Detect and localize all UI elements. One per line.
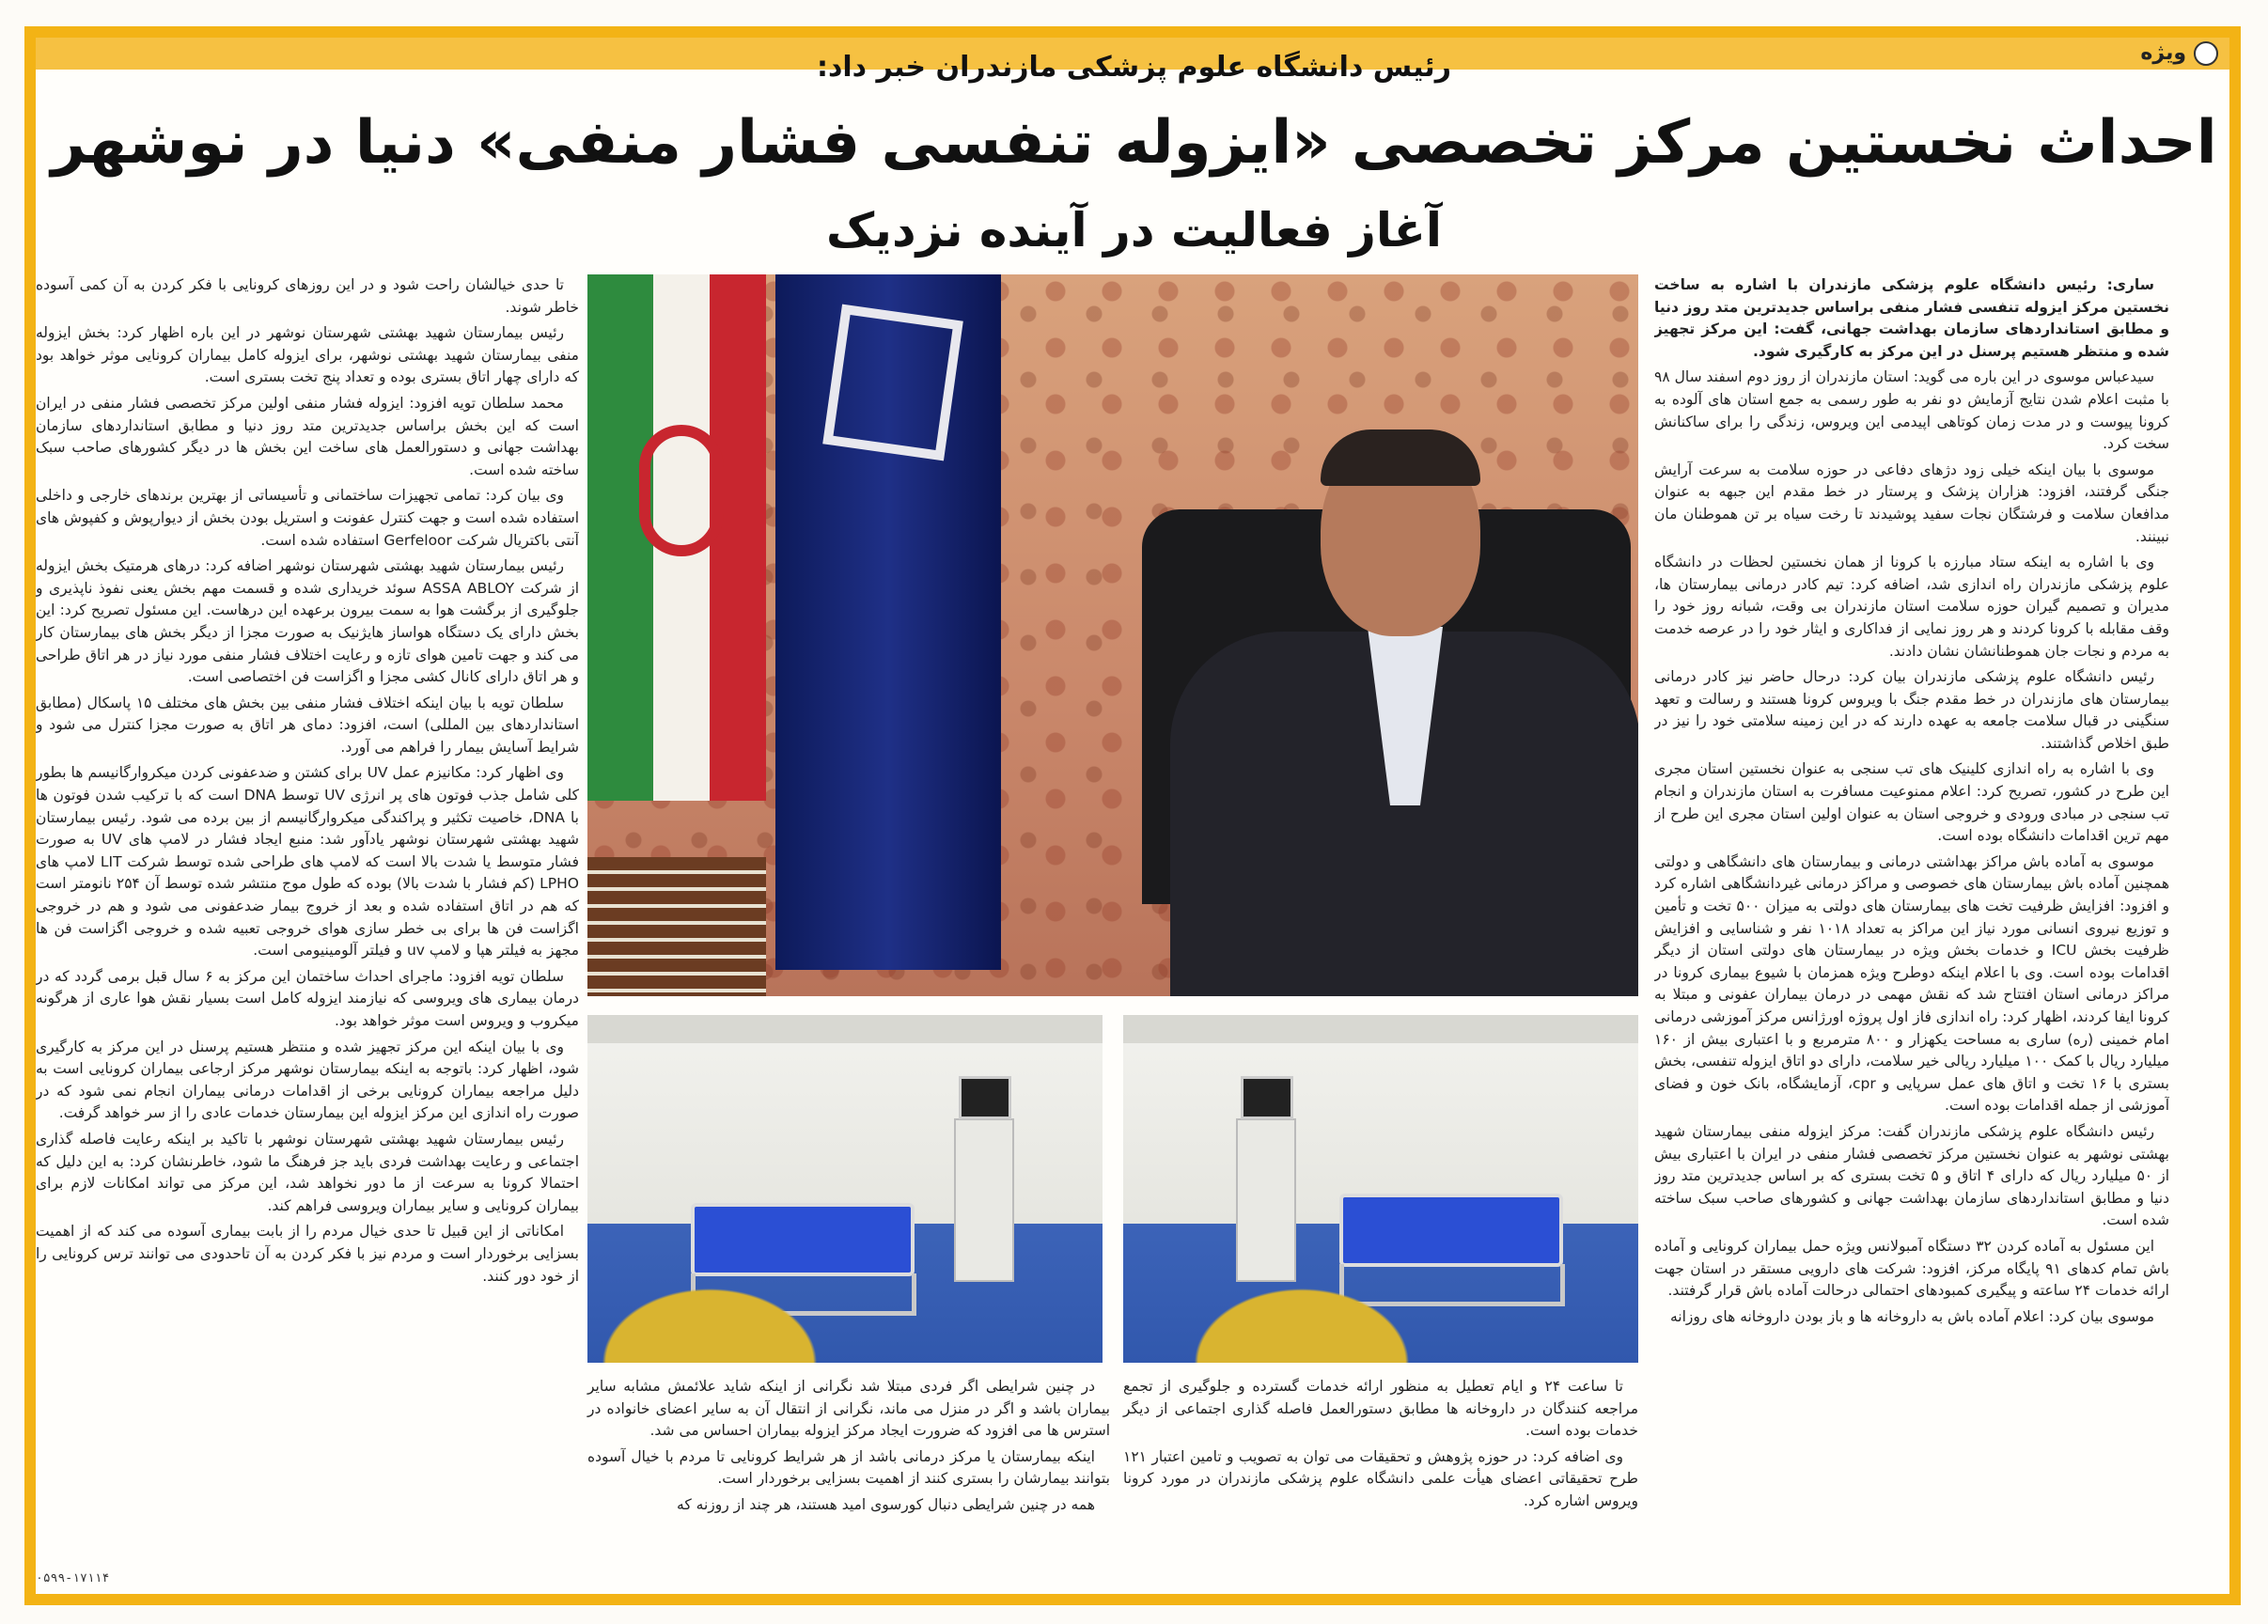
paragraph: وی بیان کرد: تمامی تجهیزات ساختمانی و تأسیساتی از بهترین برندهای خارجی و داخلی استفاده شده است و جهت کنترل عفونت و استریل بودن بخش از دیوارپوش و کفپوش های آنتی باکتریال شرکت Gerfeloor استفاده شده است. [36, 487, 579, 549]
paragraph: اینکه بیمارستان یا مرکز درمانی باشد از هر شرایط کرونایی تا مردم با خیال آسوده بتوانند بیمارشان را بستری کنند از اهمیت بسزایی برخوردار است. [587, 1447, 1110, 1488]
mid-right-column [1123, 1376, 1638, 1517]
article-kicker: رئیس دانشگاه علوم پزشکی مازندران خبر داد: [817, 51, 1451, 84]
paragraph: تا حدی خیالشان راحت شود و در این روزهای کرونایی با فکر کردن به آن کمی آسوده خاطر شوند. [36, 276, 579, 316]
paragraph: وی با اشاره به راه اندازی کلینیک های تب سنجی به عنوان نخستین استان مجری این طرح در کشور، تصریح کرد: اعلام ممنوعیت مسافرت به استان مازندران و انجام تب سنجی در مبادی ورودی و خروجی استان به عنوان اولین استان مجری این طرح از مهم ترین اقدامات دانشگاه بوده است. [1654, 760, 2169, 845]
paragraph: رئیس دانشگاه علوم پزشکی مازندران بیان کرد: درحال حاضر نیز کادر درمانی بیمارستان های مازندران در خط مقدم جنگ با ویروس کرونا هستند و رسالت و تعهد سنگینی در قبال سلامت جامعه به عهده دارند که در این زمینه سلامتی خود را نیز در طبق اخلاص گذاشتند. [1654, 668, 2169, 752]
ward-photo-right [1123, 1015, 1638, 1363]
footer-code: ۰۵۹۹-۱۷۱۱۴ [36, 1571, 110, 1585]
main-photo [587, 274, 1638, 996]
paragraph: سلطان تویه افزود: ماجرای احداث ساختمان این مرکز به ۶ سال قبل برمی گردد که در درمان بیماری های ویروسی که نیازمند ایزوله کامل است بسیار نقش هوا عاری از هرگونه میکروب و ویروس است موثر خواهد بود. [36, 967, 579, 1029]
paragraph: رئیس بیمارستان شهید بهشتی شهرستان نوشهر در این باره اظهار کرد: بخش ایزوله منفی بیمارستان شهید بهشتی نوشهر، برای ایزوله کامل بیماران کرونایی موثر خواهد بود که دارای چهار اتاق بستری بوده و تعداد پنج تخت بستری است. [36, 324, 579, 386]
paragraph: وی با اشاره به اینکه ستاد مبارزه با کرونا از همان نخستین لحظات در دانشگاه علوم پزشکی مازندران راه اندازی شد، اضافه کرد: تیم کادر درمانی بیمارستان ها، مدیران و تصمیم گیران حوزه سلامت استان مازندران بی وقت، شبانه روز خود را وقف مقابله با کرونا کردند و هر روز نمایی از فداکاری و ایثار خود را در عرصه خدمت به مردم و نجات جان هموطنانشان نشان دادند. [1654, 554, 2169, 660]
paragraph: موسوی با بیان اینکه خیلی زود دژهای دفاعی در حوزه سلامت به سرعت آرایش جنگی گرفتند، افزود: هزاران پزشک و پرستار در خط مقدم این جبهه به عنوان مدافعان سلامت و فرشتگان نجات سفید پوشیدند تا رخت سیاه بر تن هموطنان مان نبینند. [1654, 461, 2169, 545]
paragraph: محمد سلطان تویه افزود: ایزوله فشار منفی اولین مرکز تخصصی فشار منفی در ایران است که این بخش براساس جدیدترین متد روز دنیا و مطابق استانداردهای سازمان بهداشت جهانی و دستورالعمل های ساخت این بخش ها در دیگر کشورهای صاحب سبک ساخته شده است. [36, 394, 579, 478]
books-stack [587, 857, 766, 996]
paragraph: سلطان تویه با بیان اینکه اختلاف فشار منفی بین بخش های مختلف ۱۵ پاسکال (مطابق استانداردهای بین المللی) است، افزود: دمای هر اتاق به صورت مجزا کنترل می شود و شرایط آسایش بیمار را فراهم می آورد. [36, 694, 579, 756]
paragraph: رئیس دانشگاه علوم پزشکی مازندران گفت: مرکز ایزوله منفی بیمارستان شهید بهشتی نوشهر به عنوان نخستین مرکز تخصصی فشار منفی در ایران با اعتباری بیش از ۵۰ میلیارد ریال که دارای ۴ اتاق و ۵ تخت بستری که بر اساس جدیدترین متد روز دنیا و مطابق استانداردهای سازمان بهداشت جهانی و کشورهای صاحب سبک ساخته شده است. [1654, 1122, 2169, 1229]
hospital-bed-icon [691, 1203, 915, 1276]
paragraph: رئیس بیمارستان شهید بهشتی شهرستان نوشهر با تاکید بر اینکه رعایت فاصله گذاری اجتماعی و رعایت بهداشت فردی باید جز فرهنگ ما شود، خاطرنشان کرد: به این دلیل که احتمالا کرونا به سرعت از ما دور نخواهد شد، این مرکز می تواند امکانات لازم برای بیماران کرونایی و سایر بیماران ویروسی فراهم کند. [36, 1130, 579, 1214]
ventilator-icon [954, 1118, 1014, 1282]
ward-photo-left [587, 1015, 1103, 1363]
monitor-icon [959, 1076, 1011, 1119]
paragraph: امکاناتی از این قبیل تا حدی خیال مردم را از بابت بیماری آسوده می کند که از اهمیت بسزایی برخوردار است و مردم نیز با فکر کردن به آن تاحدودی می توانند ترس کرونایی را از خود دور کنند. [36, 1223, 579, 1285]
paragraph: در چنین شرایطی اگر فردی مبتلا شد نگرانی از اینکه شاید علائمش مشابه سایر بیماران باشد و اگر در منزل می ماند، نگرانی از انتقال آن به سایر اعضای خانواده در استرس ها می افزود که ضرورت ایجاد مرکز ایزوله بیماران احساس می شد. [587, 1378, 1110, 1440]
ventilator-icon [1236, 1118, 1296, 1282]
left-column [36, 274, 579, 1557]
lead-paragraph: ساری: رئیس دانشگاه علوم پزشکی مازندران با اشاره به ساخت نخستین مرکز ایزوله تنفسی فشار منفی براساس جدیدترین متد روز دنیا و مطابق استانداردهای سازمان بهداشت جهانی، گفت: این مرکز تجهیز شده و منتظر هستیم پرسنل در این مرکز به کارگیری شود. [1654, 276, 2169, 360]
right-column [1654, 274, 2169, 1553]
hospital-bed-icon [1339, 1194, 1563, 1267]
paragraph: این مسئول به آماده کردن ۳۲ دستگاه آمبولانس ویژه حمل بیماران کرونایی و آماده باش تمام کدهای ۹۱ پایگاه مرکز، افزود: شرکت های دارویی مستقر در استان جهت ارائه خدمات ۲۴ ساعته و پیگیری کمبودهای احتمالی درحالت آماده باش قرار گرفتند. [1654, 1237, 2169, 1300]
person-hair [1321, 429, 1480, 486]
section-tag-label: ویژه [2140, 41, 2186, 65]
paragraph: موسوی بیان کرد: اعلام آماده باش به داروخانه ها و باز بودن داروخانه های روزانه [1669, 1307, 2154, 1325]
article-subhead: آغاز فعالیت در آینده نزدیک [825, 203, 1442, 258]
paragraph: تا ساعت ۲۴ و ایام تعطیل به منظور ارائه خدمات گسترده و جلوگیری از تجمع مراجعه کنندگان در داروخانه ها مطابق دستورالعمل فاصله گذاری اجتماعی از دیگر خدمات بوده است. [1123, 1378, 1638, 1440]
article-headline: احداث نخستین مرکز تخصصی «ایزوله تنفسی فشار منفی» دنیا در نوشهر [51, 108, 2217, 178]
monitor-icon [1241, 1076, 1293, 1119]
paragraph: وی اظهار کرد: مکانیزم عمل UV برای کشتن و ضدعفونی کردن میکروارگانیسم ها بطور کلی شامل جذب فوتون های پر انرژی UV توسط DNA است که با ترکیب شدن فوتون ها با DNA، خاصیت تکثیر و پراکندگی میکروارگانیسم از بین برده می شود. رئیس بیمارستان شهید بهشتی شهرستان نوشهر یادآور شد: منبع ایجاد فشار در لامپ های UV به صورت فشار متوسط یا شدت بالا است که لامپ های طراحی شده توسط شرکت LIT لامپ های LPHO (کم فشار با شدت بالا) بوده که طول موج منتشر شده توسط آن ۲۵۴ نانومتر است که هم در اتاق استفاده شده و بعد از خروج بیمار ضدعفونی می شود و هم در خروجی اگزاست فن ها برای بی خطر سازی هوای خروجی تعبیه شده و خروجی اگزاست فن ها مجهز به فیلتر هپا و لامپ uv و فیلتر آلومینیومی است. [36, 764, 579, 960]
paragraph: رئیس بیمارستان شهید بهشتی شهرستان نوشهر اضافه کرد: درهای هرمتیک بخش ایزوله از شرکت ASSA ABLOY سوئد خریداری شده و قسمت مهم بخش یعنی نفوذ ناپذیری و جلوگیری از برگشت هوا به سمت بیرون برعهده این درهاست. این مسئول تصریح کرد: این بخش دارای یک دستگاه هواساز هایژنیک به صورت مجزا از دیگر بخش های بیمارستان کار می کند و جهت تامین هوای تازه و رعایت اختلاف فشار منفی مورد نیاز در هر اتاق طراحی و هر اتاق دارای کانال کشی مجزا و اگزاست فن اختصاصی است. [36, 557, 579, 686]
paragraph: وی با بیان اینکه این مرکز تجهیز شده و منتظر هستیم پرسنل در این مرکز به کارگیری شود، اظهار کرد: باتوجه به اینکه بیمارستان نوشهر مرکز ارجاعی بیماران کرونایی است به دلیل مراجعه بیماران کرونایی برخی از اقدامات درمانی بیماران انجام نمی شود که در صورت راه اندازی این مرکز ایزوله این بیمارستان خدمات عادی را از سر خواهد گرفت. [36, 1038, 579, 1122]
paragraph: موسوی به آماده باش مراکز بهداشتی درمانی و بیمارستان های دانشگاهی و دولتی همچنین آماده باش بیمارستان های خصوصی و مراکز درمانی غیردانشگاهی اشاره کرد و افزود: افزایش ظرفیت تخت های بیمارستان های دولتی به میزان ۵۰۰ تخت و تأمین و توزیع نیروی انسانی مورد نیاز این مراکز به تعداد ۱۰۱۸ نفر و شناسایی و افزایش ظرفیت بخش ICU و خدمات بخش ویژه در بیمارستان های دولتی استان از دیگر اقدامات بوده است. وی با اعلام اینکه دوطرح ویژه همزمان با شیوع بیماری کرونا در مراکز درمانی استان افتتاح شد که نقش مهمی در درمان بیماران عفونی و مبتلا به کرونا ایفا کردند، اظهار کرد: راه اندازی فاز اول پروژه اورژانس مرکز آموزشی درمانی امام خمینی (ره) ساری به مساحت یکهزار و ۸۰۰ مترمربع و با اعتباری بیش از ۱۶۰ میلیارد ریال با کمک ۱۰۰ میلیارد ریالی خیر سلامت، دارای دو اتاق ایزوله تنفسی، بخش بستری با ۱۶ تخت و اتاق های عمل سرپایی و cpr، آزمایشگاه، بانک خون و فضای آموزشی از جمله اقدامات بوده است. [1654, 852, 2169, 1115]
paragraph: وی اضافه کرد: در حوزه پژوهش و تحقیقات می توان به تصویب و تامین اعتبار ۱۲۱ طرح تحقیقاتی اعضای هیأت علمی دانشگاه علوم پزشکی مازندران در مورد کرونا ویروس اشاره کرد. [1123, 1447, 1638, 1509]
paragraph: سیدعباس موسوی در این باره می گوید: استان مازندران از روز دوم اسفند سال ۹۸ با مثبت اعلام شدن نتایج آزمایش دو نفر به طور رسمی به جمع استان های آلوده به کرونا پیوست و در مدت زمان کوتاهی اپیدمی این ویروس، زندگی را برای ساکنانش سخت کرد. [1654, 368, 2169, 453]
paragraph: همه در چنین شرایطی دنبال کورسوی امید هستند، هر چند از روزنه که [677, 1495, 1095, 1513]
university-flag-icon [775, 274, 1001, 970]
mid-left-column [587, 1376, 1110, 1521]
iran-flag-icon [587, 274, 766, 801]
